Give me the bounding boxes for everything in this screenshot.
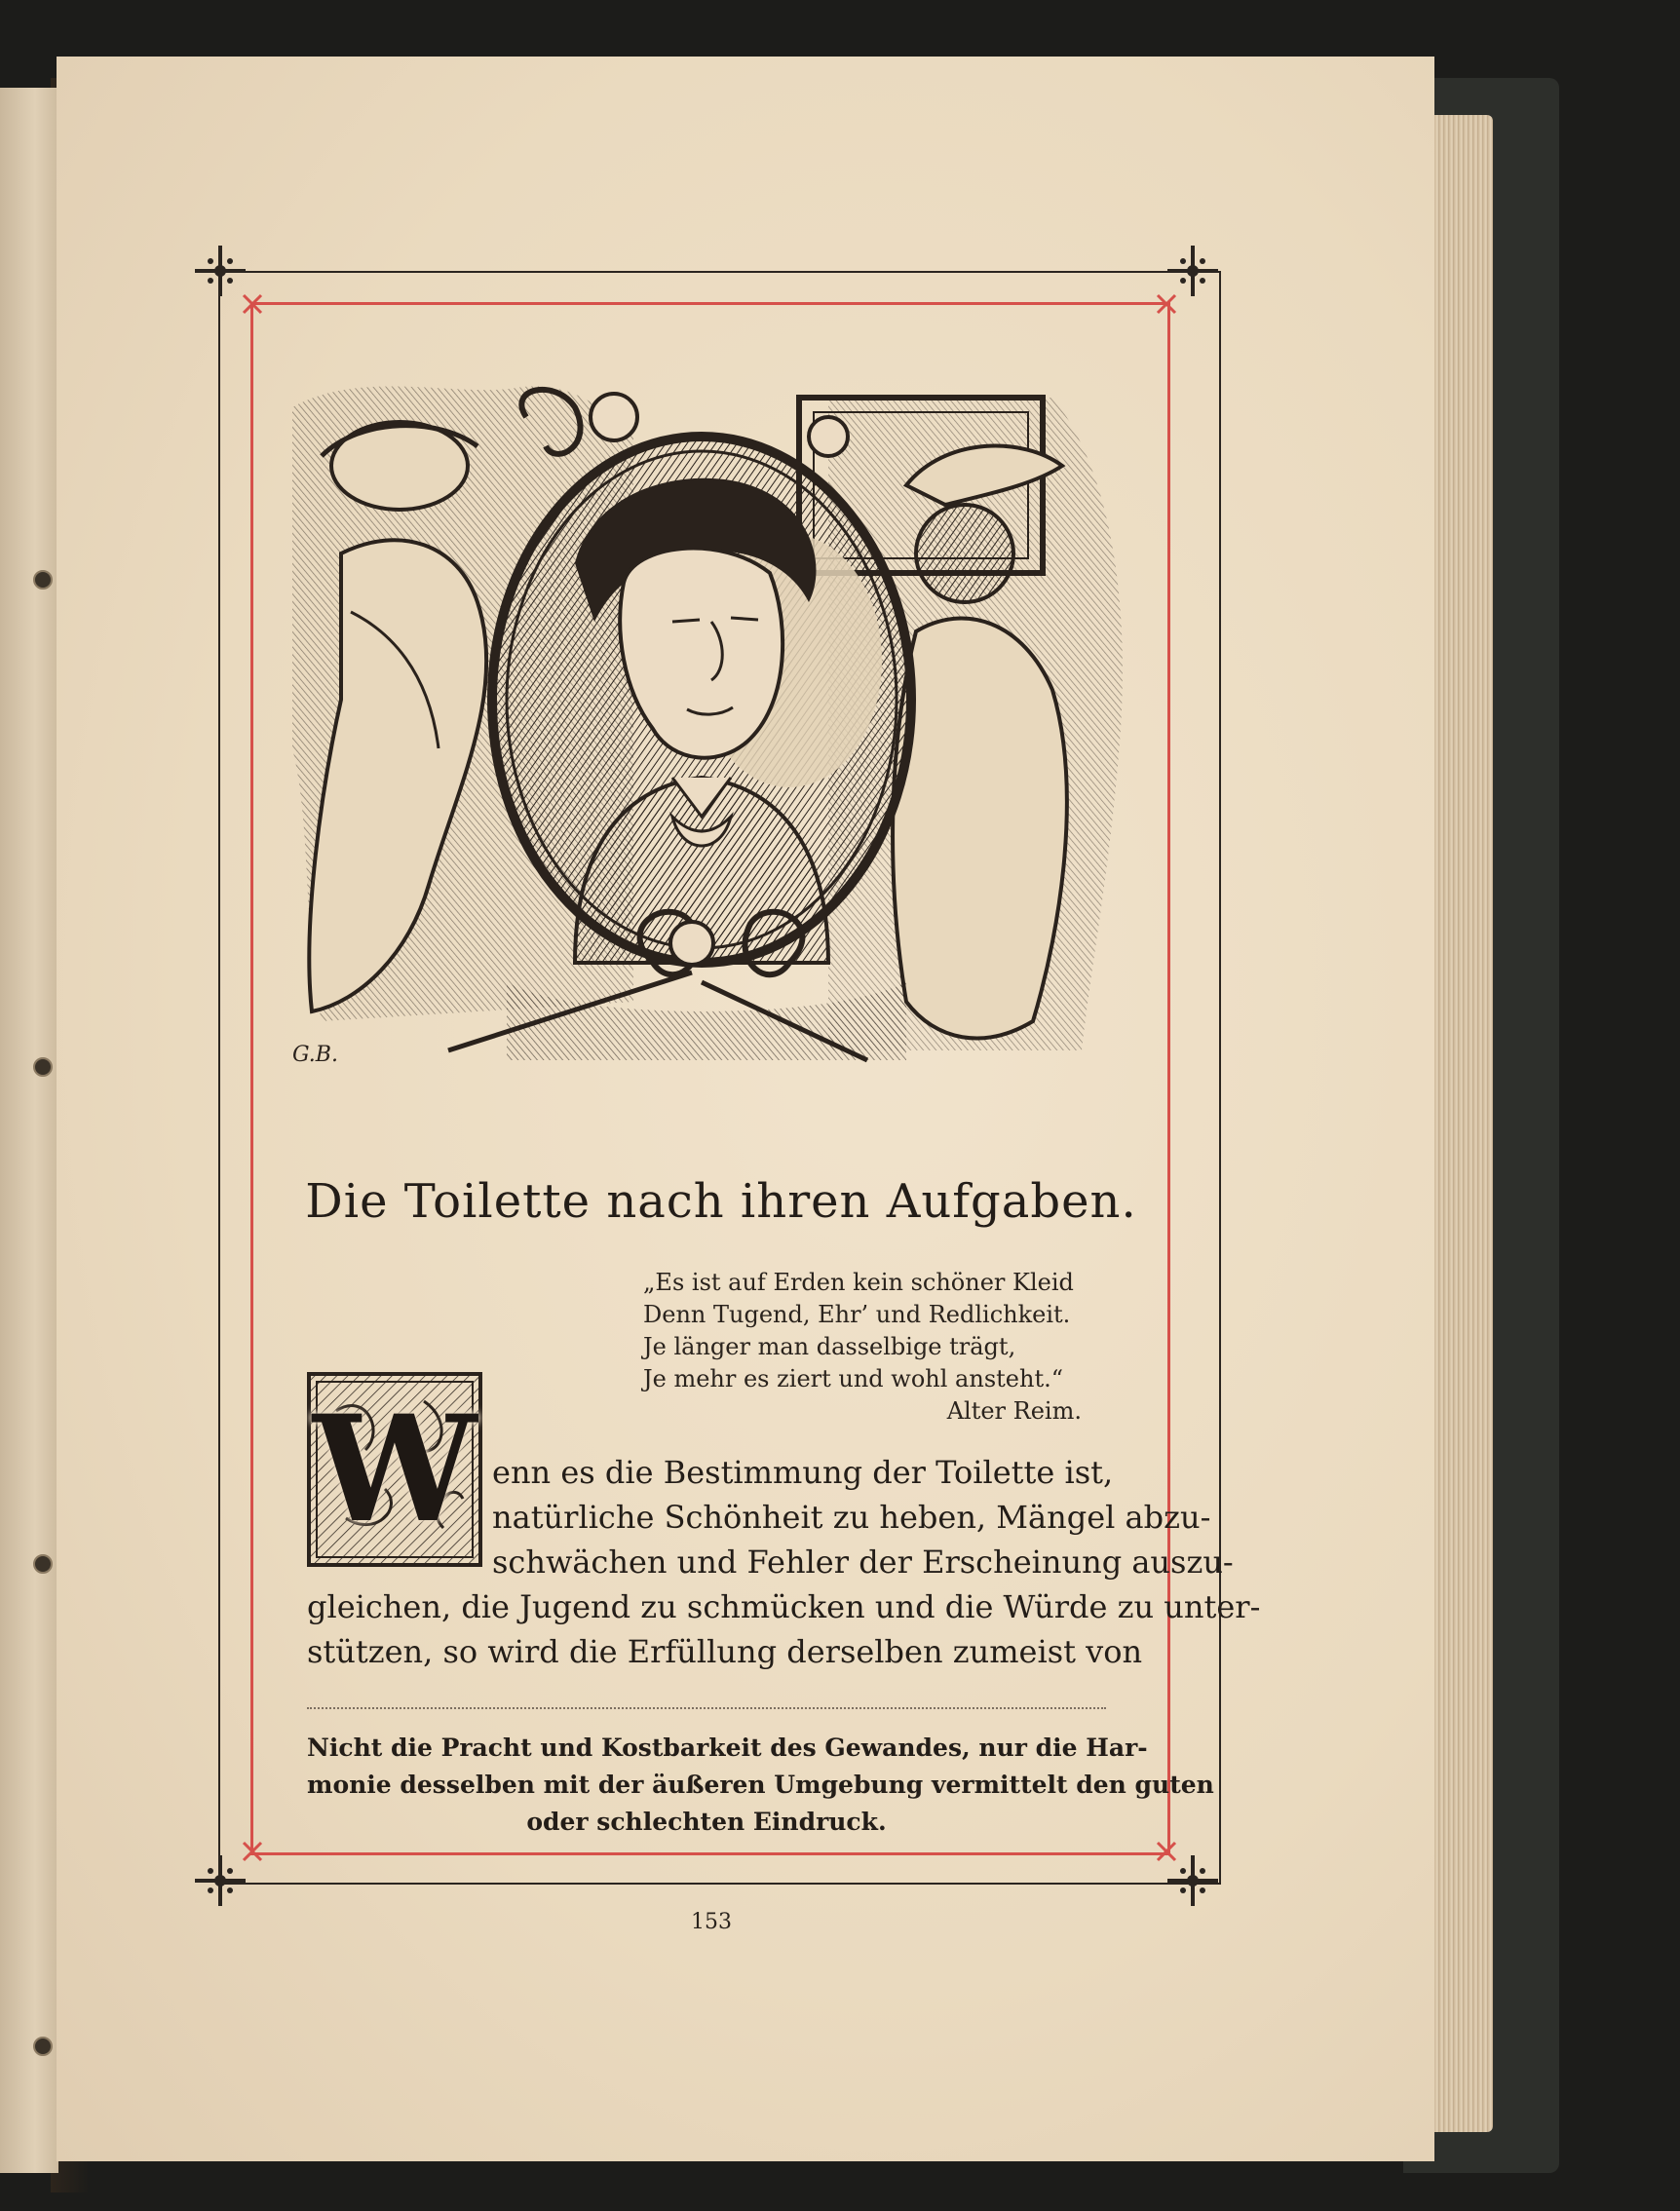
footnote-line: monie desselben mit der äußeren Umgebung vermittelt den guten — [307, 1771, 1214, 1799]
body-line: stützen, so wird die Erfüllung derselben zumeist von — [307, 1633, 1143, 1670]
page-number: 153 — [691, 1910, 732, 1934]
binding-hole — [33, 1554, 53, 1574]
motto-line: Denn Tugend, Ehr’ und Redlichkeit. — [643, 1301, 1071, 1328]
body-line: gleichen, die Jugend zu schmücken und die Würde zu unter- — [307, 1588, 1261, 1625]
red-cross-icon — [1155, 1840, 1178, 1863]
initial-letter: W — [312, 1384, 477, 1555]
chapter-title: Die Toilette nach ihren Aufgaben. — [305, 1174, 1137, 1229]
footnote-line: Nicht die Pracht und Kostbarkeit des Gewandes, nur die Har- — [307, 1734, 1148, 1762]
portrait-engraving-icon — [283, 378, 1140, 1070]
illustration-signature: G.B. — [292, 1043, 338, 1067]
motto-line: Je mehr es ziert und wohl ansteht.“ — [643, 1365, 1063, 1392]
binding-hole — [33, 1057, 53, 1077]
dotted-divider — [307, 1707, 1106, 1709]
binding-hole — [33, 570, 53, 590]
motto-attribution: Alter Reim. — [946, 1397, 1082, 1425]
left-page-edge — [0, 88, 58, 2173]
binding-hole — [33, 2037, 53, 2056]
body-line: schwächen und Fehler der Erscheinung auszu- — [492, 1544, 1234, 1581]
footnote — [307, 1730, 1214, 1841]
footnote-line: oder schlechten Eindruck. — [526, 1808, 887, 1836]
body-line: enn es die Bestimmung der Toilette ist, — [492, 1454, 1114, 1491]
body-paragraph — [307, 1450, 1261, 1674]
red-cross-icon — [1155, 292, 1178, 316]
page-edges — [1425, 115, 1493, 2132]
red-cross-icon — [241, 292, 264, 316]
motto — [643, 1267, 1091, 1428]
red-cross-icon — [241, 1840, 264, 1863]
body-line: natürliche Schönheit zu heben, Mängel abzu- — [492, 1499, 1211, 1536]
motto-line: „Es ist auf Erden kein schöner Kleid — [643, 1269, 1074, 1296]
motto-line: Je länger man dasselbige trägt, — [643, 1333, 1016, 1360]
